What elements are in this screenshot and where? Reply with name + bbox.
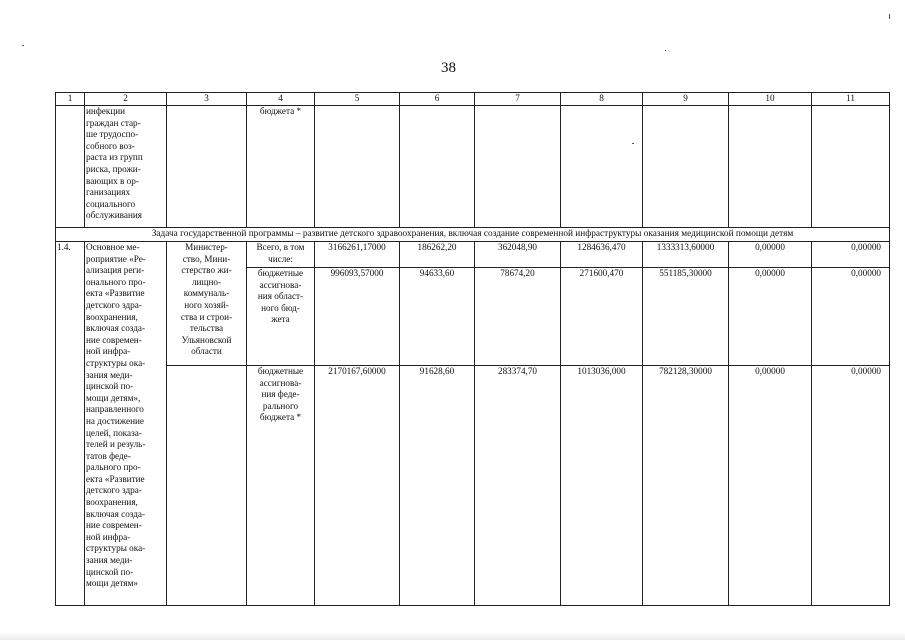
cell-line: детского здра- <box>86 299 142 310</box>
cell-line: онального про- <box>86 276 146 287</box>
row-number: 1.4. <box>56 242 85 606</box>
cell-line: граждан стар- <box>86 117 141 128</box>
task-heading: Задача государственной программы – развитие детского здравоохранения, включая создание современной инфраструктуры оказания медицинской помощи детям <box>56 228 890 242</box>
cell-line: области <box>191 346 222 357</box>
scan-speck <box>22 45 24 46</box>
value-cell: 996093,57000 <box>315 268 400 366</box>
cell-line: обслуживания <box>86 210 143 221</box>
cell-line: Всего, в том <box>256 242 305 252</box>
cell-line: структуры ока- <box>86 357 146 368</box>
value-cell: 283374,70 <box>475 366 561 606</box>
cell-line: бюджетные <box>257 366 304 376</box>
cell-line: ства и строи- <box>180 311 233 322</box>
cell-line: тельства <box>189 323 224 334</box>
scan-speck <box>632 143 634 144</box>
cell-line: ассигнова- <box>259 279 302 290</box>
budget-table <box>55 92 890 606</box>
cell-line: ния област- <box>257 291 304 302</box>
cell-line: зания меди- <box>86 369 133 380</box>
cell-line: ство, Мини- <box>182 253 231 264</box>
cell-line: ной инфра- <box>86 346 131 357</box>
table-cell <box>85 106 167 228</box>
cell-line: собного воз- <box>86 140 135 151</box>
cell-line: социального <box>86 198 136 209</box>
measure-name <box>85 242 167 606</box>
value-cell: 0,00000 <box>812 268 890 366</box>
cell-line: включая созда- <box>86 508 146 519</box>
column-number: 7 <box>475 93 561 106</box>
table-cell <box>643 106 729 228</box>
cell-line: коммуналь- <box>183 288 230 299</box>
column-number: 3 <box>167 93 247 106</box>
scan-speck <box>665 50 666 51</box>
cell-line: воохранения, <box>86 311 138 322</box>
cell-line: включая созда- <box>86 323 146 334</box>
cell-line: ного бюд- <box>261 302 300 313</box>
cell-line: цинской по- <box>86 566 134 577</box>
column-number: 6 <box>400 93 475 106</box>
table-row <box>56 242 890 268</box>
value-cell: 1284636,470 <box>561 242 643 268</box>
cell-line: бюджетные <box>257 268 304 278</box>
funding-source <box>247 268 315 366</box>
table-row <box>56 366 890 606</box>
column-number: 10 <box>729 93 812 106</box>
cell-line: телей и резуль- <box>86 439 146 450</box>
cell-line: лищно- <box>191 276 222 287</box>
cell-line: воохранения, <box>86 497 138 508</box>
value-cell: 78674,20 <box>475 268 561 366</box>
table-cell <box>167 366 247 606</box>
column-number: 9 <box>643 93 729 106</box>
value-cell: 2170167,60000 <box>315 366 400 606</box>
value-cell: 1013036,000 <box>561 366 643 606</box>
column-number: 4 <box>247 93 315 106</box>
cell-line: стерство жи- <box>181 265 232 276</box>
cell-line: екта «Развитие <box>86 473 145 484</box>
table-cell: бюджета * <box>247 106 315 228</box>
cell-line: раста из групп <box>86 152 143 163</box>
column-number: 1 <box>56 93 85 106</box>
cell-line: на достижение <box>86 415 145 426</box>
table-cell <box>167 106 247 228</box>
value-cell: 782128,30000 <box>643 366 729 606</box>
cell-line: жета <box>271 314 290 325</box>
cell-line: ассигнова- <box>259 377 302 388</box>
value-cell: 0,00000 <box>812 366 890 606</box>
cell-line: зания меди- <box>86 555 133 566</box>
value-cell: 362048,90 <box>475 242 561 268</box>
cell-line: Министер- <box>185 242 228 252</box>
scan-speck <box>889 14 890 19</box>
table-cell <box>729 106 812 228</box>
cell-line: инфекции <box>86 106 126 116</box>
funding-source <box>247 366 315 606</box>
executor <box>167 242 247 366</box>
column-number: 11 <box>812 93 890 106</box>
cell-line: рального <box>262 400 299 411</box>
value-cell: 0,00000 <box>729 242 812 268</box>
cell-line: роприятие «Ре- <box>86 253 146 264</box>
value-cell: 1333313,60000 <box>643 242 729 268</box>
column-number: 5 <box>315 93 400 106</box>
value-cell: 3166261,17000 <box>315 242 400 268</box>
cell-line: целей, показа- <box>86 427 142 438</box>
cell-line: мощи детям», <box>86 392 141 403</box>
table-row <box>56 106 890 228</box>
value-cell: 271600,470 <box>561 268 643 366</box>
cell-line: ализация реги- <box>86 265 145 276</box>
scan-bottom-edge <box>0 632 905 640</box>
value-cell: 91628,60 <box>400 366 475 606</box>
table-cell <box>315 106 400 228</box>
cell-line: направленного <box>86 404 144 415</box>
value-cell: 0,00000 <box>729 268 812 366</box>
column-number: 2 <box>85 93 167 106</box>
cell-line: ганизациях <box>86 187 131 198</box>
cell-line: бюджета * <box>259 412 302 423</box>
cell-line: ше трудоспо- <box>86 129 139 140</box>
value-cell: 0,00000 <box>812 242 890 268</box>
cell-line: ния феде- <box>261 389 300 400</box>
cell-line: детского здра- <box>86 485 142 496</box>
cell-line: вающих в ор- <box>86 175 139 186</box>
column-number: 8 <box>561 93 643 106</box>
page-number: 38 <box>441 60 456 76</box>
table-cell <box>812 106 890 228</box>
header-row <box>56 93 890 106</box>
value-cell: 0,00000 <box>729 366 812 606</box>
cell-line: мощи детям» <box>86 578 138 589</box>
table-cell <box>56 106 85 228</box>
cell-line: рального про- <box>86 462 141 473</box>
value-cell: 94633,60 <box>400 268 475 366</box>
funding-source <box>247 242 315 268</box>
cell-line: ние современ- <box>86 334 142 345</box>
value-cell: 551185,30000 <box>643 268 729 366</box>
cell-line: ного хозяй- <box>184 299 229 310</box>
table-cell <box>561 106 643 228</box>
cell-line: екта «Развитие <box>86 288 145 299</box>
cell-line: татов феде- <box>86 450 131 461</box>
cell-line: Основное ме- <box>86 242 140 252</box>
task-row <box>56 228 890 242</box>
cell-line: числе: <box>268 253 293 264</box>
cell-line: ние современ- <box>86 520 142 531</box>
value-cell: 186262,20 <box>400 242 475 268</box>
cell-line: риска, прожи- <box>86 163 141 174</box>
cell-line: структуры ока- <box>86 543 146 554</box>
table-cell <box>475 106 561 228</box>
cell-line: цинской по- <box>86 381 134 392</box>
cell-line: ной инфра- <box>86 531 131 542</box>
table-cell <box>400 106 475 228</box>
cell-line: Ульяновской <box>181 334 232 345</box>
